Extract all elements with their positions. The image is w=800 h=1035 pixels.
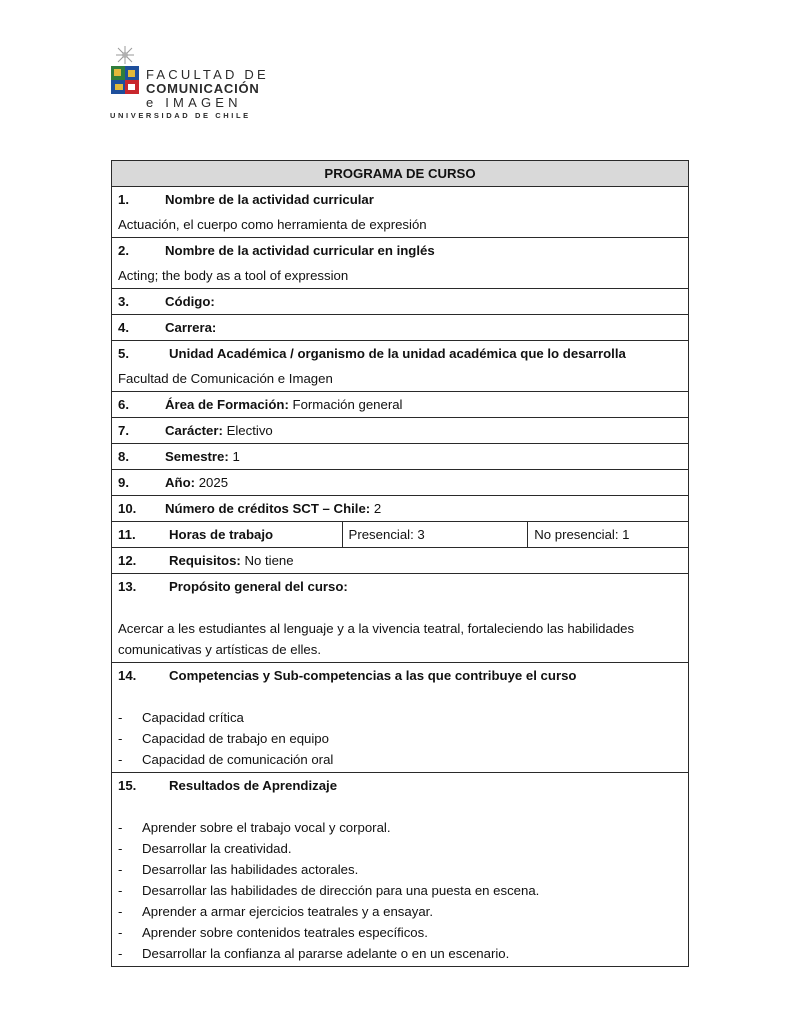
hours-presencial: Presencial: 3	[342, 522, 528, 548]
row-number: 14.	[118, 668, 137, 683]
list-item: - Desarrollar la confianza al pararse adelante o en un escenario.	[118, 943, 682, 964]
list-item: - Aprender sobre contenidos teatrales específicos.	[118, 922, 682, 943]
row-label: Nombre de la actividad curricular en inglés	[165, 243, 435, 258]
list-item: - Capacidad crítica	[118, 707, 682, 728]
row-number: 5.	[118, 346, 129, 361]
row-label: Área de Formación:	[165, 397, 289, 412]
table-row	[112, 496, 689, 522]
table-row	[112, 366, 689, 392]
row-value: Facultad de Comunicación e Imagen	[112, 366, 689, 392]
table-row	[112, 392, 689, 418]
row-number: 12.	[118, 553, 137, 568]
table-row	[112, 212, 689, 238]
row-label: Semestre:	[165, 449, 229, 464]
row-label: Número de créditos SCT – Chile:	[165, 501, 371, 516]
logo-line-2: COMUNICACIÓN	[146, 81, 260, 96]
table-row	[112, 341, 689, 367]
row-label: Año:	[165, 475, 196, 490]
list-item: - Capacidad de comunicación oral	[118, 749, 682, 770]
row-label: Resultados de Aprendizaje	[169, 778, 338, 793]
table-row	[112, 470, 689, 496]
row-value: Acting; the body as a tool of expression	[112, 263, 689, 289]
bullet-dash: -	[118, 904, 123, 919]
table-row	[112, 263, 689, 289]
row-label: Requisitos:	[169, 553, 241, 568]
bullet-dash: -	[118, 883, 123, 898]
course-program-table	[111, 160, 689, 967]
row-label: Carrera:	[165, 320, 217, 335]
bullet-dash: -	[118, 731, 123, 746]
bullet-dash: -	[118, 752, 123, 767]
row-number: 6.	[118, 397, 129, 412]
row-number: 8.	[118, 449, 129, 464]
logo-university: UNIVERSIDAD DE CHILE	[110, 111, 251, 120]
row-number: 9.	[118, 475, 129, 490]
table-title: PROGRAMA DE CURSO	[112, 161, 689, 187]
row-number: 3.	[118, 294, 129, 309]
faculty-logo	[110, 44, 280, 124]
bullet-dash: -	[118, 820, 123, 835]
row-label: Nombre de la actividad curricular	[165, 192, 374, 207]
table-row	[112, 574, 689, 663]
table-row	[112, 522, 689, 548]
bullet-dash: -	[118, 946, 123, 961]
row-value: Electivo	[222, 423, 273, 438]
row-value: 2025	[195, 475, 229, 490]
row-label: Código:	[165, 294, 215, 309]
bullet-dash: -	[118, 841, 123, 856]
row-label: Carácter:	[165, 423, 223, 438]
table-row	[112, 238, 689, 264]
row-number: 4.	[118, 320, 129, 335]
row-value: Actuación, el cuerpo como herramienta de expresión	[112, 212, 689, 238]
list-item: - Desarrollar las habilidades actorales.	[118, 859, 682, 880]
bullet-dash: -	[118, 862, 123, 877]
row-number: 10.	[118, 501, 137, 516]
row-number: 11.	[118, 527, 136, 542]
table-row	[112, 773, 689, 967]
row-label: Competencias y Sub-competencias a las que contribuye el curso	[169, 668, 577, 683]
row-number: 2.	[118, 243, 129, 258]
row-label: Propósito general del curso:	[169, 579, 348, 594]
bullet-dash: -	[118, 925, 123, 940]
row-number: 13.	[118, 579, 137, 594]
university-emblem-icon	[110, 44, 144, 108]
table-row	[112, 444, 689, 470]
list-item: - Aprender a armar ejercicios teatrales y a ensayar.	[118, 901, 682, 922]
table-row	[112, 315, 689, 341]
list-item: - Aprender sobre el trabajo vocal y corporal.	[118, 817, 682, 838]
row-value: 1	[228, 449, 240, 464]
table-row	[112, 187, 689, 213]
table-row	[112, 548, 689, 574]
list-item: - Capacidad de trabajo en equipo	[118, 728, 682, 749]
bullet-dash: -	[118, 710, 123, 725]
hours-no-presencial: No presencial: 1	[528, 522, 689, 548]
table-row	[112, 663, 689, 773]
row-label: Horas de trabajo	[169, 527, 274, 542]
table-row	[112, 289, 689, 315]
logo-line-1: FACULTAD DE	[146, 67, 269, 82]
logo-line-3: e IMAGEN	[146, 95, 242, 110]
row-value: 2	[370, 501, 382, 516]
row-number: 1.	[118, 192, 129, 207]
row-value: No tiene	[240, 553, 294, 568]
table-header-row	[112, 161, 689, 187]
row-label: Unidad Académica / organismo de la unidad académica que lo desarrolla	[169, 346, 626, 361]
list-item: - Desarrollar las habilidades de dirección para una puesta en escena.	[118, 880, 682, 901]
table-row	[112, 418, 689, 444]
row-number: 7.	[118, 423, 129, 438]
list-item: - Desarrollar la creatividad.	[118, 838, 682, 859]
row-number: 15.	[118, 778, 137, 793]
purpose-text: Acercar a les estudiantes al lenguaje y a la vivencia teatral, fortaleciendo las habilidades comunicativas y artísticas de elles.	[118, 621, 635, 657]
row-value: Formación general	[288, 397, 403, 412]
